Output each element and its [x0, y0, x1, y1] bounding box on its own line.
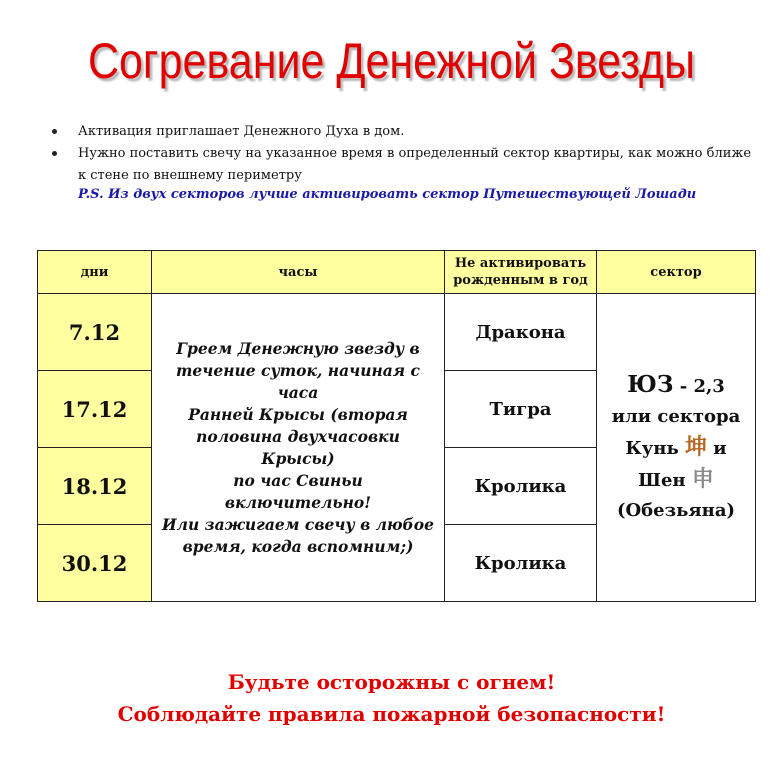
sector-cell [597, 294, 756, 602]
bullet-item: Нужно поставить свечу на указанное время в определенный сектор квартиры, как можно ближе к стене по внешнему периметру [52, 143, 752, 187]
hours-line: половина двухчасовки Крысы) [196, 426, 400, 468]
shen-glyph-icon: 申 [691, 465, 714, 492]
hours-line: Ранней Крысы (вторая [188, 404, 408, 424]
header-sector: сектор [597, 251, 756, 294]
sector-main: ЮЗ [627, 370, 674, 398]
date-cell: 30.12 [38, 525, 152, 602]
year-cell: Тигра [445, 371, 597, 448]
header-no-activate-line2: рожденным в год [453, 273, 588, 288]
table-row [38, 294, 756, 371]
hours-line: время, когда вспомним;) [182, 536, 414, 556]
hours-line: Греем Денежную звезду в [176, 338, 420, 358]
sector-monkey: (Обезьяна) [616, 499, 735, 521]
page-title: Согревание Денежной Звезды [87, 33, 696, 89]
table-header-row [38, 251, 756, 294]
hours-line: течение суток, начиная с часа [176, 360, 420, 402]
header-days: дни [38, 251, 152, 294]
bullet-item: Активация приглашает Денежного Духа в дом. [52, 121, 752, 143]
kun-glyph-icon: 坤 [684, 433, 707, 460]
sector-main-suffix: - 2,3 [673, 375, 725, 397]
date-cell: 7.12 [38, 294, 152, 371]
header-no-activate [445, 251, 597, 294]
sector-kun: Кунь [625, 437, 679, 459]
fire-warning: Будьте осторожны с огнем! [227, 670, 556, 694]
hours-line: по час Свиньи включительно! [224, 470, 372, 512]
hours-cell [152, 294, 445, 602]
year-cell: Кролика [445, 448, 597, 525]
sector-and: и [713, 437, 727, 459]
header-no-activate-line1: Не активировать [454, 256, 587, 271]
fire-safety-rules: Соблюдайте правила пожарной безопасности! [117, 702, 666, 726]
date-cell: 17.12 [38, 371, 152, 448]
bullet-list [52, 121, 752, 187]
sector-shen: Шен [638, 469, 686, 491]
header-hours: часы [152, 251, 445, 294]
ps-note: P.S. Из двух секторов лучше активировать сектор Путешествующей Лошади [78, 187, 697, 202]
sector-line2: или сектора [611, 405, 741, 427]
schedule-table [37, 250, 756, 602]
hours-line: Или зажигаем свечу в любое [162, 514, 434, 534]
year-cell: Кролика [445, 525, 597, 602]
date-cell: 18.12 [38, 448, 152, 525]
year-cell: Дракона [445, 294, 597, 371]
